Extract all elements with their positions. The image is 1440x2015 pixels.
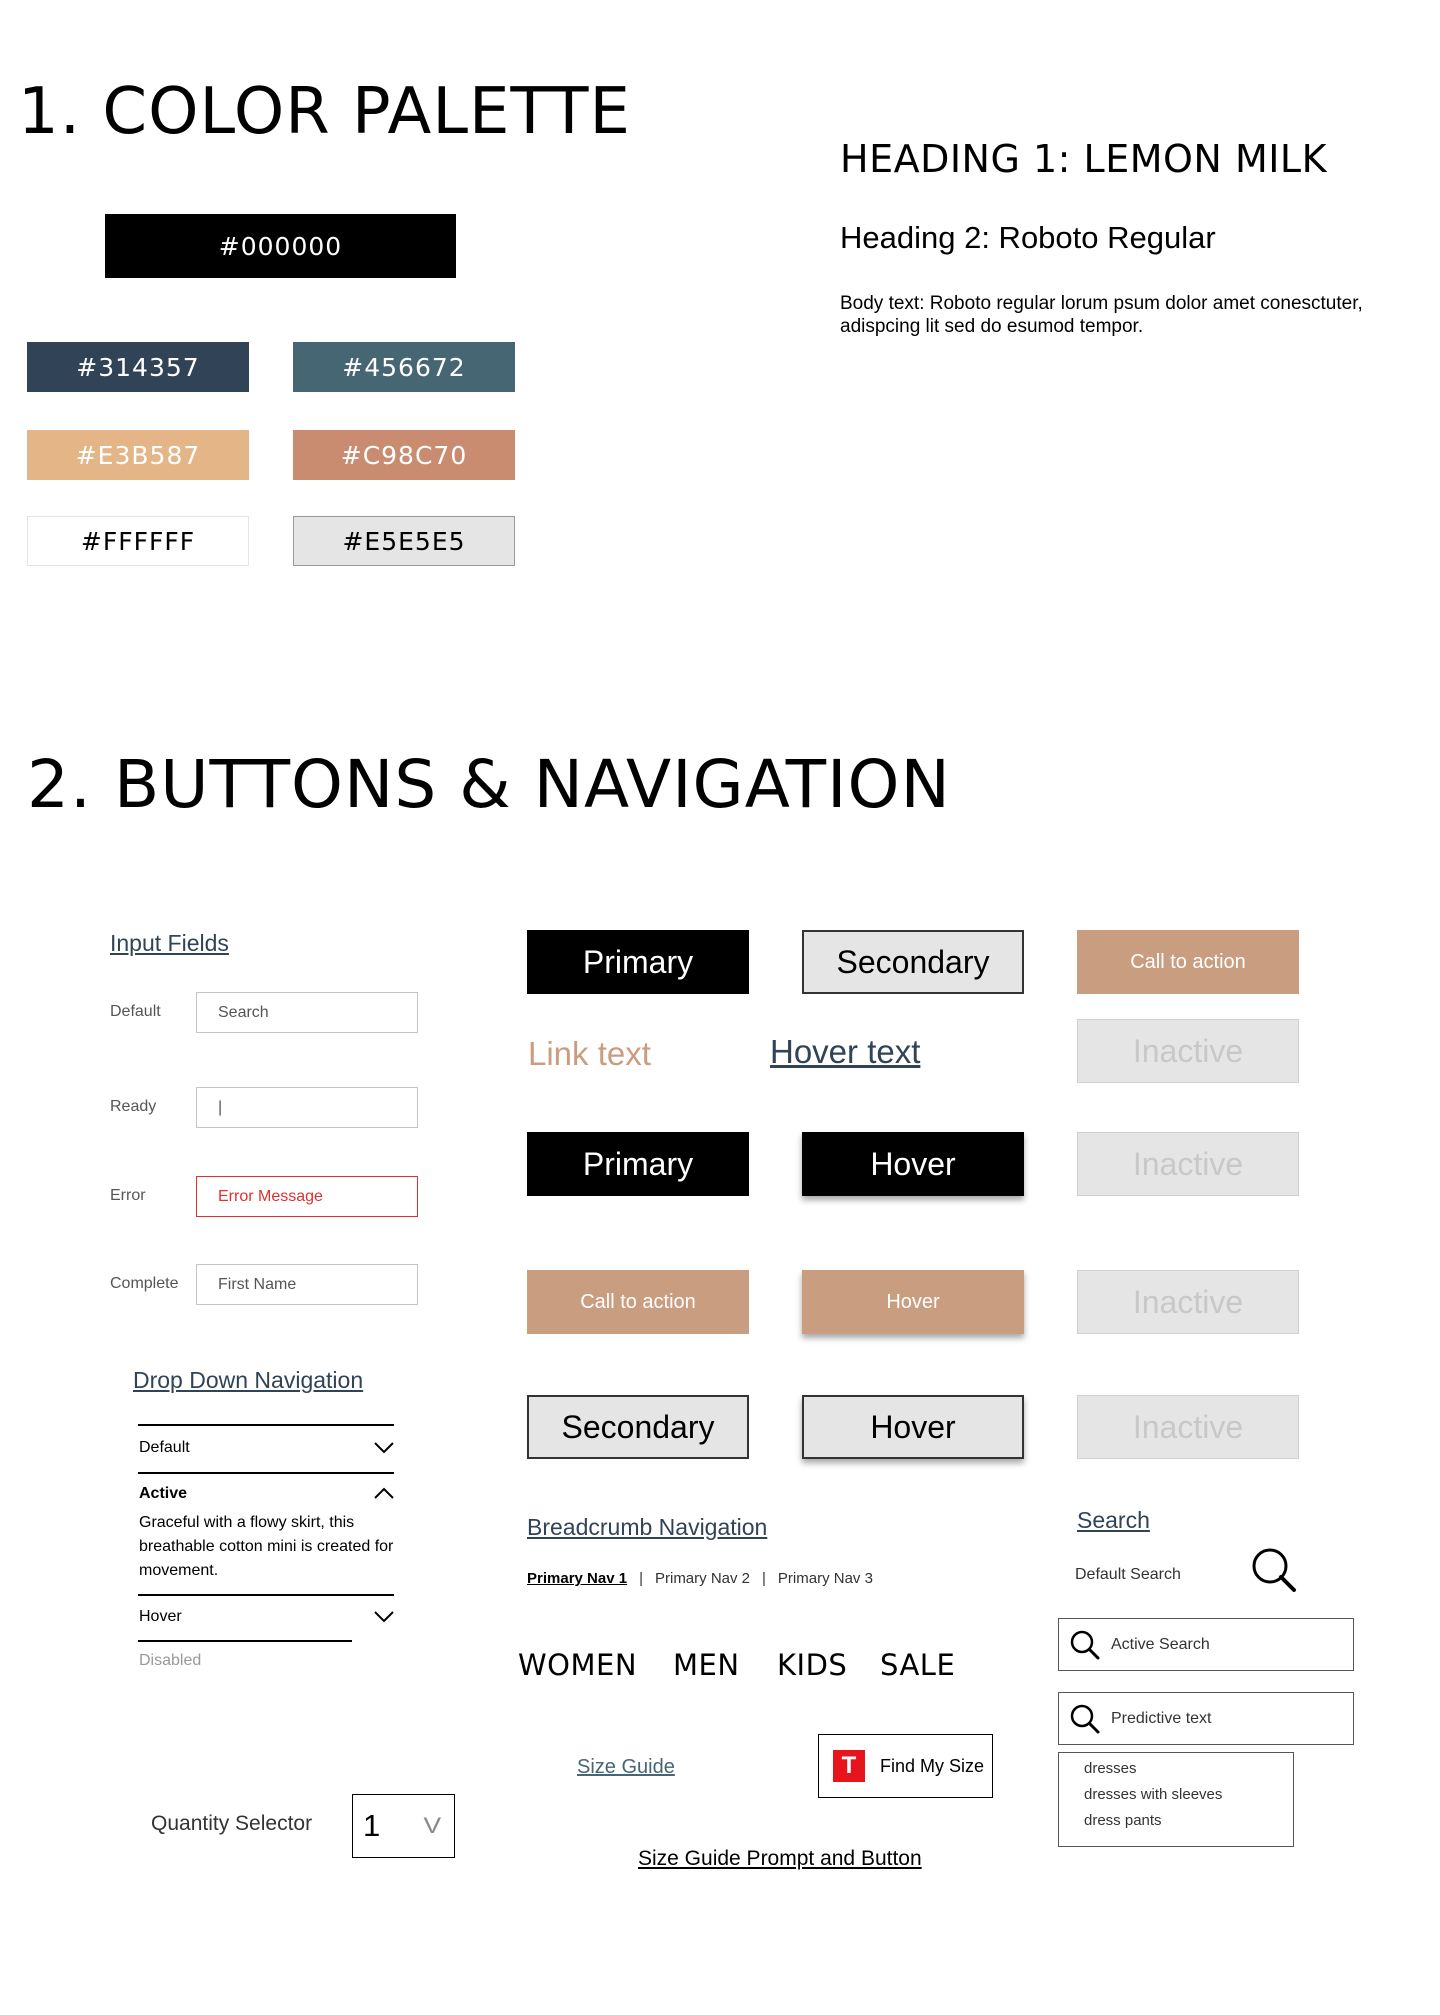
typography-body: Body text: Roboto regular lorum psum dolor amet conesctuter, adispcing lit sed do esumod tempor. (840, 293, 1363, 337)
suggestion-item[interactable]: dresses with sleeves (1084, 1786, 1223, 1803)
button-label: Primary (582, 943, 694, 980)
color-palette-title: 1. COLOR PALETTE (18, 75, 631, 149)
primary-button-2[interactable] (527, 1132, 749, 1196)
call-to-action-button-2[interactable] (527, 1270, 749, 1334)
button-label: Secondary (836, 943, 990, 980)
button-label: Call to action (580, 1290, 696, 1313)
suggestion-item[interactable]: dress pants (1084, 1812, 1162, 1829)
primary-button[interactable] (527, 930, 749, 994)
typography-heading-1: HEADING 1: LEMON MILK (840, 137, 1328, 181)
search-icon (1069, 1629, 1101, 1661)
swatch-black (105, 214, 456, 278)
quantity-value: 1 (363, 1808, 381, 1843)
chevron-down-icon[interactable] (373, 1441, 395, 1455)
search-heading: Search (1077, 1507, 1150, 1533)
text-input-ready[interactable] (196, 1087, 418, 1128)
button-label: Inactive (1132, 1145, 1244, 1182)
search-input-default[interactable] (196, 992, 418, 1033)
swatch-light-gray (293, 516, 515, 566)
breadcrumb-separator: | (639, 1570, 643, 1587)
chevron-down-icon[interactable]: V (423, 1813, 442, 1838)
swatch-terracotta (293, 430, 515, 480)
breadcrumb-separator: | (762, 1570, 766, 1587)
secondary-hover-button[interactable] (802, 1395, 1024, 1459)
first-name-input[interactable] (196, 1264, 418, 1305)
button-label: Hover (870, 1145, 956, 1182)
primary-hover-button[interactable] (802, 1132, 1024, 1196)
field-value: Search (218, 1003, 269, 1021)
chevron-down-icon[interactable] (373, 1610, 395, 1624)
search-icon[interactable] (1250, 1546, 1298, 1594)
search-icon (1069, 1703, 1101, 1735)
swatch-label: #E3B587 (75, 440, 201, 470)
search-placeholder: Predictive text (1111, 1709, 1212, 1727)
size-guide-link[interactable]: Size Guide (577, 1756, 675, 1778)
inactive-button-2 (1077, 1132, 1299, 1196)
nav-women[interactable]: WOMEN (518, 1648, 638, 1682)
search-input-predictive[interactable] (1058, 1692, 1354, 1745)
default-search-label: Default Search (1075, 1566, 1181, 1583)
swatch-label: #FFFFFF (80, 526, 196, 556)
size-logo-icon: T (833, 1750, 865, 1782)
error-message: Error Message (218, 1187, 323, 1205)
field-label-default: Default (110, 1003, 161, 1020)
breadcrumb-item-2[interactable]: Primary Nav 2 (654, 1570, 751, 1587)
swatch-label: #314357 (76, 352, 200, 382)
secondary-button[interactable] (802, 930, 1024, 994)
quantity-label: Quantity Selector (151, 1812, 313, 1835)
dropdown-hover-label[interactable]: Hover (139, 1608, 182, 1625)
dropdown-active-label[interactable]: Active (139, 1485, 188, 1502)
size-guide-caption: Size Guide Prompt and Button (638, 1847, 922, 1870)
button-label: Hover (870, 1408, 956, 1445)
button-label: Inactive (1132, 1408, 1244, 1445)
inactive-button-4 (1077, 1395, 1299, 1459)
inactive-button-1 (1077, 1019, 1299, 1083)
swatch-label: #C98C70 (340, 440, 468, 470)
field-label-error: Error (110, 1187, 146, 1204)
swatch-white (27, 516, 249, 566)
button-label: Hover (886, 1290, 940, 1313)
suggestion-item[interactable]: dresses (1084, 1760, 1137, 1777)
chevron-up-icon[interactable] (373, 1486, 395, 1500)
breadcrumb-item-3[interactable]: Primary Nav 3 (777, 1570, 873, 1587)
dropdown-disabled-label: Disabled (139, 1652, 202, 1669)
swatch-sand (27, 430, 249, 480)
swatch-slate (293, 342, 515, 392)
button-label: Call to action (1130, 950, 1246, 973)
button-label: Primary (582, 1145, 694, 1182)
swatch-label: #E5E5E5 (342, 526, 466, 556)
call-to-action-button[interactable] (1077, 930, 1299, 994)
dropdown-active-content: Graceful with a flowy skirt, this breathable cotton mini is created for movement. (139, 1514, 394, 1579)
link-text[interactable]: Link text (528, 1035, 651, 1072)
dropdown-heading: Drop Down Navigation (133, 1367, 364, 1393)
field-cursor: | (218, 1098, 223, 1116)
button-label: Find My Size (880, 1755, 985, 1776)
button-label: Inactive (1132, 1283, 1244, 1320)
search-placeholder: Active Search (1111, 1635, 1210, 1653)
dropdown-divider (138, 1594, 394, 1596)
text-input-error[interactable] (196, 1176, 418, 1217)
input-fields-heading: Input Fields (110, 930, 229, 956)
button-label: Inactive (1132, 1032, 1244, 1069)
swatch-navy (27, 342, 249, 392)
dropdown-divider (138, 1640, 352, 1642)
nav-sale[interactable]: SALE (880, 1648, 956, 1682)
field-label-ready: Ready (110, 1098, 157, 1115)
cta-hover-button[interactable] (802, 1270, 1024, 1334)
inactive-button-3 (1077, 1270, 1299, 1334)
quantity-stepper[interactable] (352, 1794, 455, 1858)
button-label: Secondary (561, 1408, 715, 1445)
search-suggestions (1058, 1752, 1294, 1847)
swatch-label: #456672 (342, 352, 466, 382)
breadcrumb-item-1[interactable]: Primary Nav 1 (527, 1570, 628, 1587)
breadcrumb-heading: Breadcrumb Navigation (527, 1514, 768, 1540)
breadcrumb (527, 1570, 873, 1587)
search-input-active[interactable] (1058, 1618, 1354, 1671)
field-label-complete: Complete (110, 1275, 179, 1292)
nav-men[interactable]: MEN (673, 1648, 740, 1682)
dropdown-divider (138, 1472, 394, 1474)
buttons-navigation-title: 2. BUTTONS & NAVIGATION (27, 746, 951, 823)
find-my-size-button[interactable] (818, 1734, 993, 1798)
hover-link-text[interactable]: Hover text (770, 1033, 921, 1070)
typography-heading-2: Heading 2: Roboto Regular (840, 220, 1216, 255)
nav-kids[interactable]: KIDS (777, 1648, 848, 1682)
field-value: First Name (218, 1275, 297, 1293)
secondary-button-2[interactable] (527, 1395, 749, 1459)
dropdown-default-label[interactable]: Default (139, 1439, 190, 1456)
swatch-label: #000000 (218, 231, 343, 261)
dropdown-divider (138, 1424, 394, 1426)
